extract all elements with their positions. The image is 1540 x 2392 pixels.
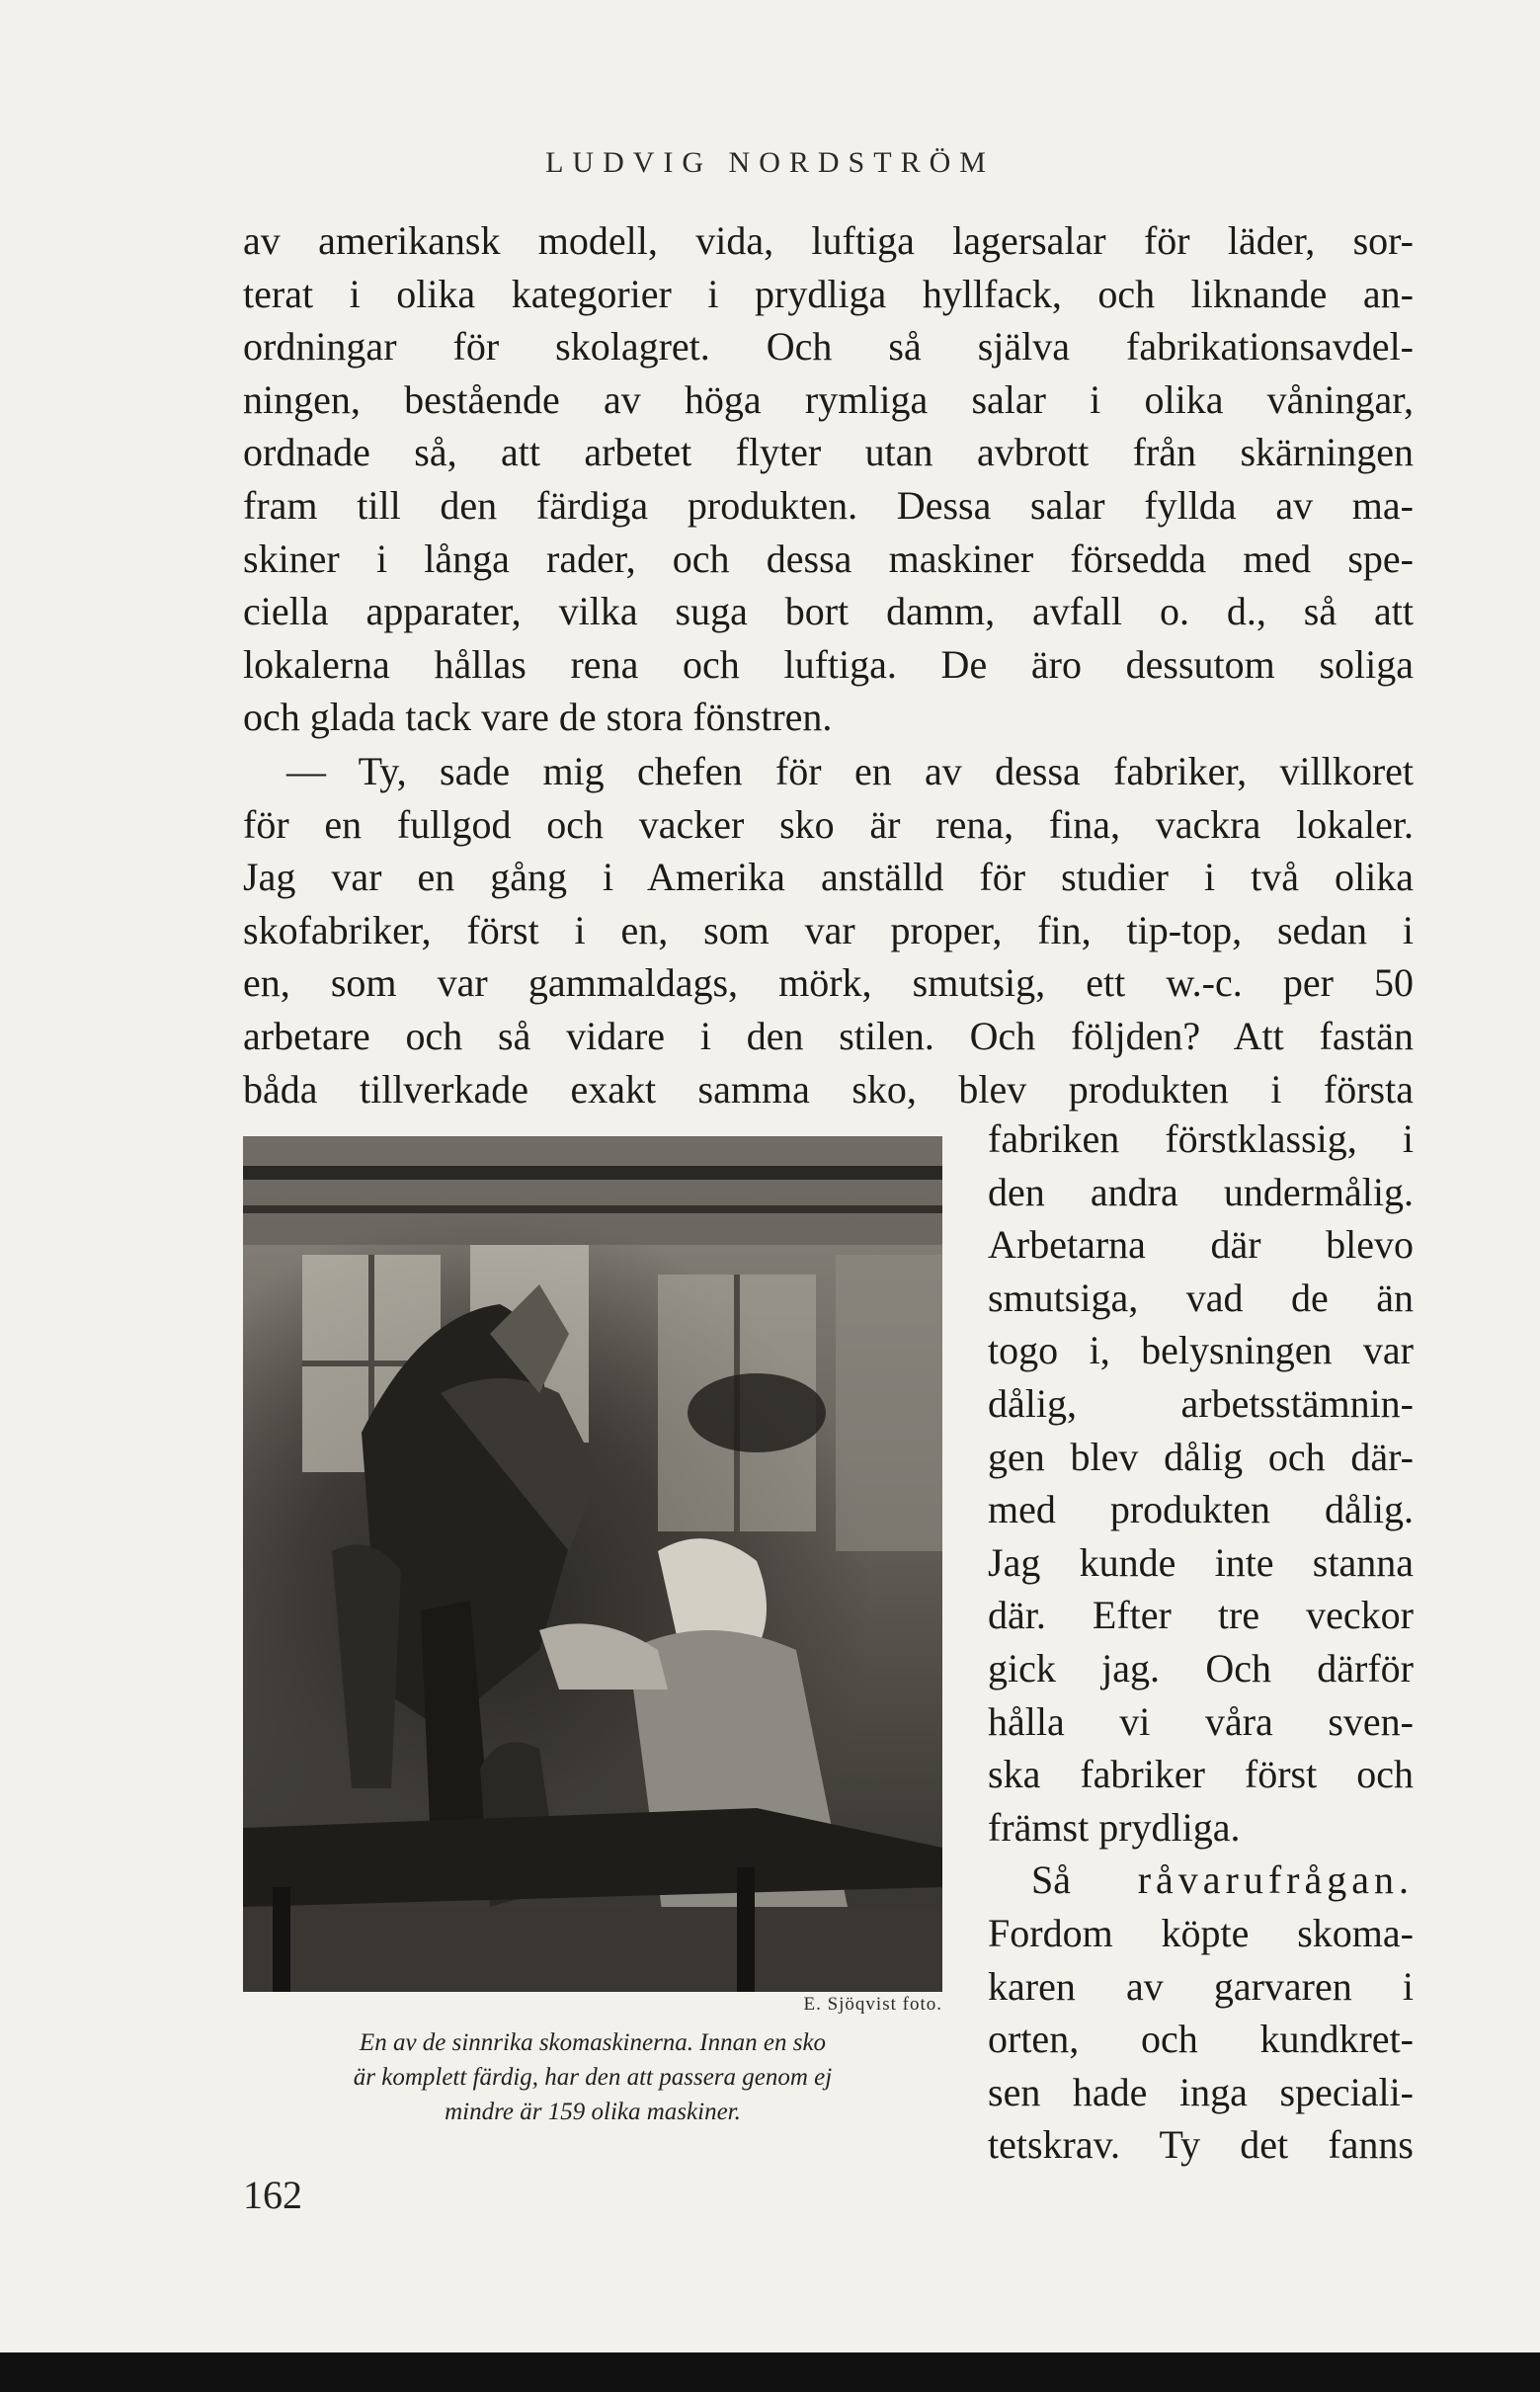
text-line: hålla vi våra sven- (988, 1698, 1414, 1744)
text-line: smutsiga, vad de än (988, 1275, 1414, 1320)
text-line: där. Efter tre veckor (988, 1593, 1414, 1638)
caption-line: En av de sinnrika skomaskinerna. Innan en sko (359, 2029, 827, 2056)
text-line: togo i, belysningen var (988, 1328, 1414, 1373)
text-line: gick jag. Och därför (988, 1645, 1414, 1691)
photo-caption (243, 2025, 942, 2129)
text-line: karen av garvaren i (988, 1963, 1414, 2009)
scan-edge (0, 2352, 1540, 2392)
text-line: ordnade så, att arbetet flyter utan avbrott från skärningen (243, 430, 1414, 475)
text-line: lokalerna hållas rena och luftiga. De äro dessutom soliga (243, 641, 1414, 687)
text-line: främst prydliga. (988, 1804, 1241, 1850)
text-line: ordningar för skolagret. Och så själva fabrikationsavdel- (243, 324, 1414, 370)
text-line: ska fabriker först och (988, 1752, 1414, 1797)
text-line: av amerikansk modell, vida, luftiga lagersalar för läder, sor- (243, 218, 1414, 263)
text-line: tetskrav. Ty det fanns (988, 2122, 1414, 2168)
text-line: skiner i långa rader, och dessa maskiner försedda med spe- (243, 536, 1414, 581)
text-line: Jag var en gång i Amerika anställd för studier i två olika (243, 855, 1414, 900)
text-line: och glada tack vare de stora fönstren. (243, 695, 833, 740)
text-line: en, som var gammaldags, mörk, smutsig, ett w.-c. per 50 (243, 960, 1414, 1006)
text-line: fabriken förstklassig, i (988, 1116, 1414, 1161)
text-line: Arbetarna där blevo (988, 1222, 1414, 1268)
text-line: den andra undermålig. (988, 1169, 1414, 1214)
text-line: Jag kunde inte stanna (988, 1539, 1414, 1585)
text-line: arbetare och så vidare i den stilen. Och följden? Att fastän (243, 1013, 1414, 1058)
text-line: Fordom köpte skoma- (988, 1910, 1414, 1955)
text-line: ningen, bestående av höga rymliga salar i olika våningar, (243, 376, 1414, 422)
text-line: båda tillverkade exakt samma sko, blev produkten i första (243, 1066, 1414, 1112)
caption-line: är komplett färdig, har den att passera genom ej (353, 2064, 833, 2091)
text-line: med produkten dålig. (988, 1487, 1414, 1532)
page-number: 162 (243, 2173, 302, 2217)
text-line: ciella apparater, vilka suga bort damm, avfall o. d., så att (243, 589, 1414, 634)
text-line: fram till den färdiga produkten. Dessa salar fyllda av ma- (243, 482, 1414, 528)
shoe-machine-illustration (243, 1136, 942, 1992)
text-line: dålig, arbetsstämnin- (988, 1380, 1414, 1426)
text-line: gen blev dålig och där- (988, 1434, 1414, 1479)
text-line: skofabriker, först i en, som var proper, fin, tip-top, sedan i (243, 907, 1414, 952)
factory-photo (243, 1136, 942, 1992)
caption-line: mindre är 159 olika maskiner. (445, 2099, 741, 2125)
running-head: LUDVIG NORDSTRÖM (545, 146, 995, 179)
text-line (988, 1854, 1414, 1907)
text-line: orten, och kundkret- (988, 2017, 1414, 2062)
spaced-emphasis: råvarufrågan. (1137, 1857, 1414, 1903)
paragraph-lead: Så (1031, 1857, 1071, 1903)
text-line: — Ty, sade mig chefen för en av dessa fabriker, villkoret (286, 749, 1414, 793)
side-column (988, 1113, 1414, 2172)
paragraph-1 (243, 214, 1414, 744)
text-line: terat i olika kategorier i prydliga hyllfack, och liknande an- (243, 271, 1414, 316)
paragraph-2 (243, 745, 1414, 1115)
text-line: för en fullgod och vacker sko är rena, fina, vackra lokaler. (243, 801, 1414, 847)
text-line: sen hade inga speciali- (988, 2069, 1414, 2114)
photo-credit: E. Sjöqvist foto. (803, 1994, 942, 2015)
